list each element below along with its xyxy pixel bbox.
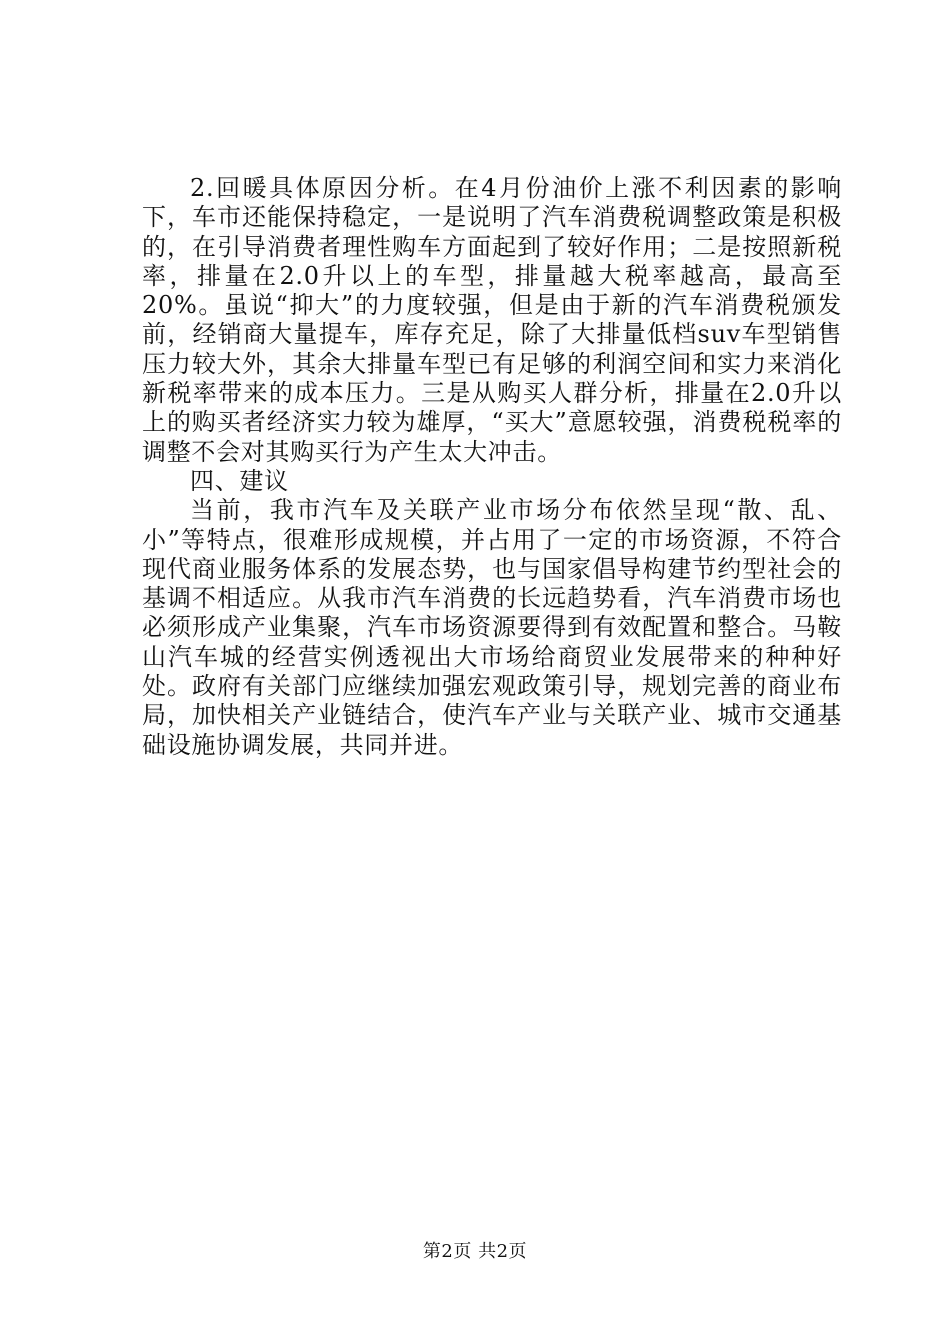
page-footer: 第2页 共2页 (422, 1241, 528, 1262)
document-body (142, 174, 842, 760)
body-paragraph: 2.回暖具体原因分析。在4月份油价上涨不利因素的影响下，车市还能保持稳定，一是说明了汽车消费税调整政策是积极的，在引导消费者理性购车方面起到了较好作用；二是按照新税率，排量在2.0升以上的车型，排量越大税率越高，最高至20%。虽说“抑大”的力度较强，但是由于新的汽车消费税颁发前，经销商大量提车，库存充足，除了大排量低档suv车型销售压力较大外，其余大排量车型已有足够的利润空间和实力来消化新税率带来的成本压力。三是从购买人群分析，排量在2.0升以上的购买者经济实力较为雄厚，“买大”意愿较强，消费税税率的调整不会对其购买行为产生太大冲击。 (142, 174, 842, 466)
body-paragraph: 当前，我市汽车及关联产业市场分布依然呈现“散、乱、小”等特点，很难形成规模，并占用了一定的市场资源，不符合现代商业服务体系的发展态势，也与国家倡导构建节约型社会的基调不相适应。从我市汽车消费的长远趋势看，汽车消费市场也必须形成产业集聚，汽车市场资源要得到有效配置和整合。马鞍山汽车城的经营实例透视出大市场给商贸业发展带来的种种好处。政府有关部门应继续加强宏观政策引导，规划完善的商业布局，加快相关产业链结合，使汽车产业与关联产业、城市交通基础设施协调发展，共同并进。 (142, 496, 842, 759)
section-heading: 四、建议 (190, 466, 289, 495)
